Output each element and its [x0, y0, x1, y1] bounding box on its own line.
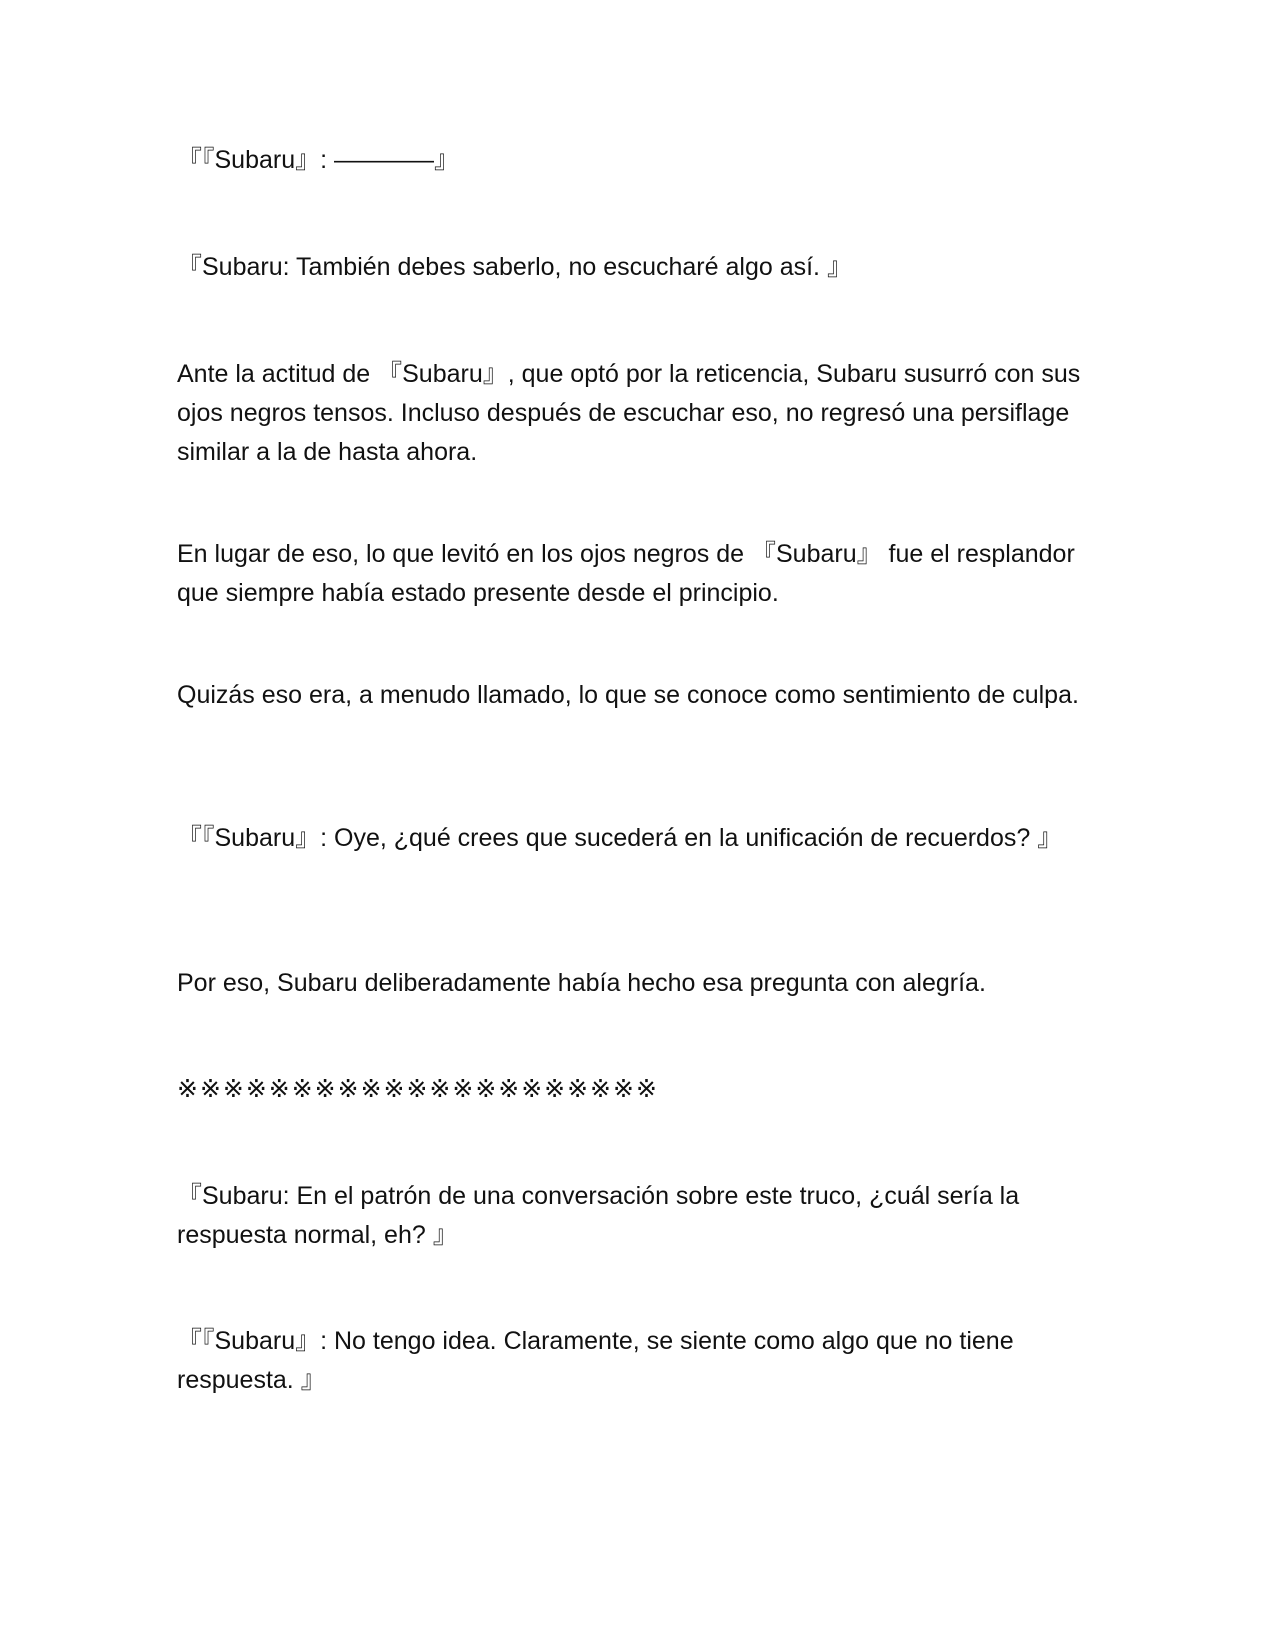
dialogue-line: 『『Subaru』: No tengo idea. Claramente, se siente como algo que no tiene respuesta. 』 — [177, 1327, 1014, 1394]
narration-paragraph: En lugar de eso, lo que levitó en los ojos negros de 『Subaru』 fue el resplandor que siempre había estado presente desde el principio. — [177, 540, 1075, 607]
narration-paragraph: Quizás eso era, a menudo llamado, lo que se conoce como sentimiento de culpa. — [177, 681, 1079, 709]
narration-paragraph: Por eso, Subaru deliberadamente había hecho esa pregunta con alegría. — [177, 969, 986, 997]
narration-paragraph: Ante la actitud de 『Subaru』, que optó por la reticencia, Subaru susurró con sus ojos negros tensos. Incluso después de escuchar eso, no regresó una persiflage similar a la de hasta ahora. — [177, 360, 1081, 466]
dialogue-line: 『『Subaru』: Oye, ¿qué crees que sucederá en la unificación de recuerdos? 』 — [177, 824, 1063, 852]
dialogue-line: 『Subaru: En el patrón de una conversación sobre este truco, ¿cuál sería la respuesta normal, eh? 』 — [177, 1182, 1020, 1249]
dialogue-line: 『『Subaru』: ――――』 — [177, 146, 460, 174]
dialogue-line: 『Subaru: También debes saberlo, no escucharé algo así. 』 — [177, 253, 852, 281]
scene-separator: ※※※※※※※※※※※※※※※※※※※※※ — [177, 1075, 659, 1103]
